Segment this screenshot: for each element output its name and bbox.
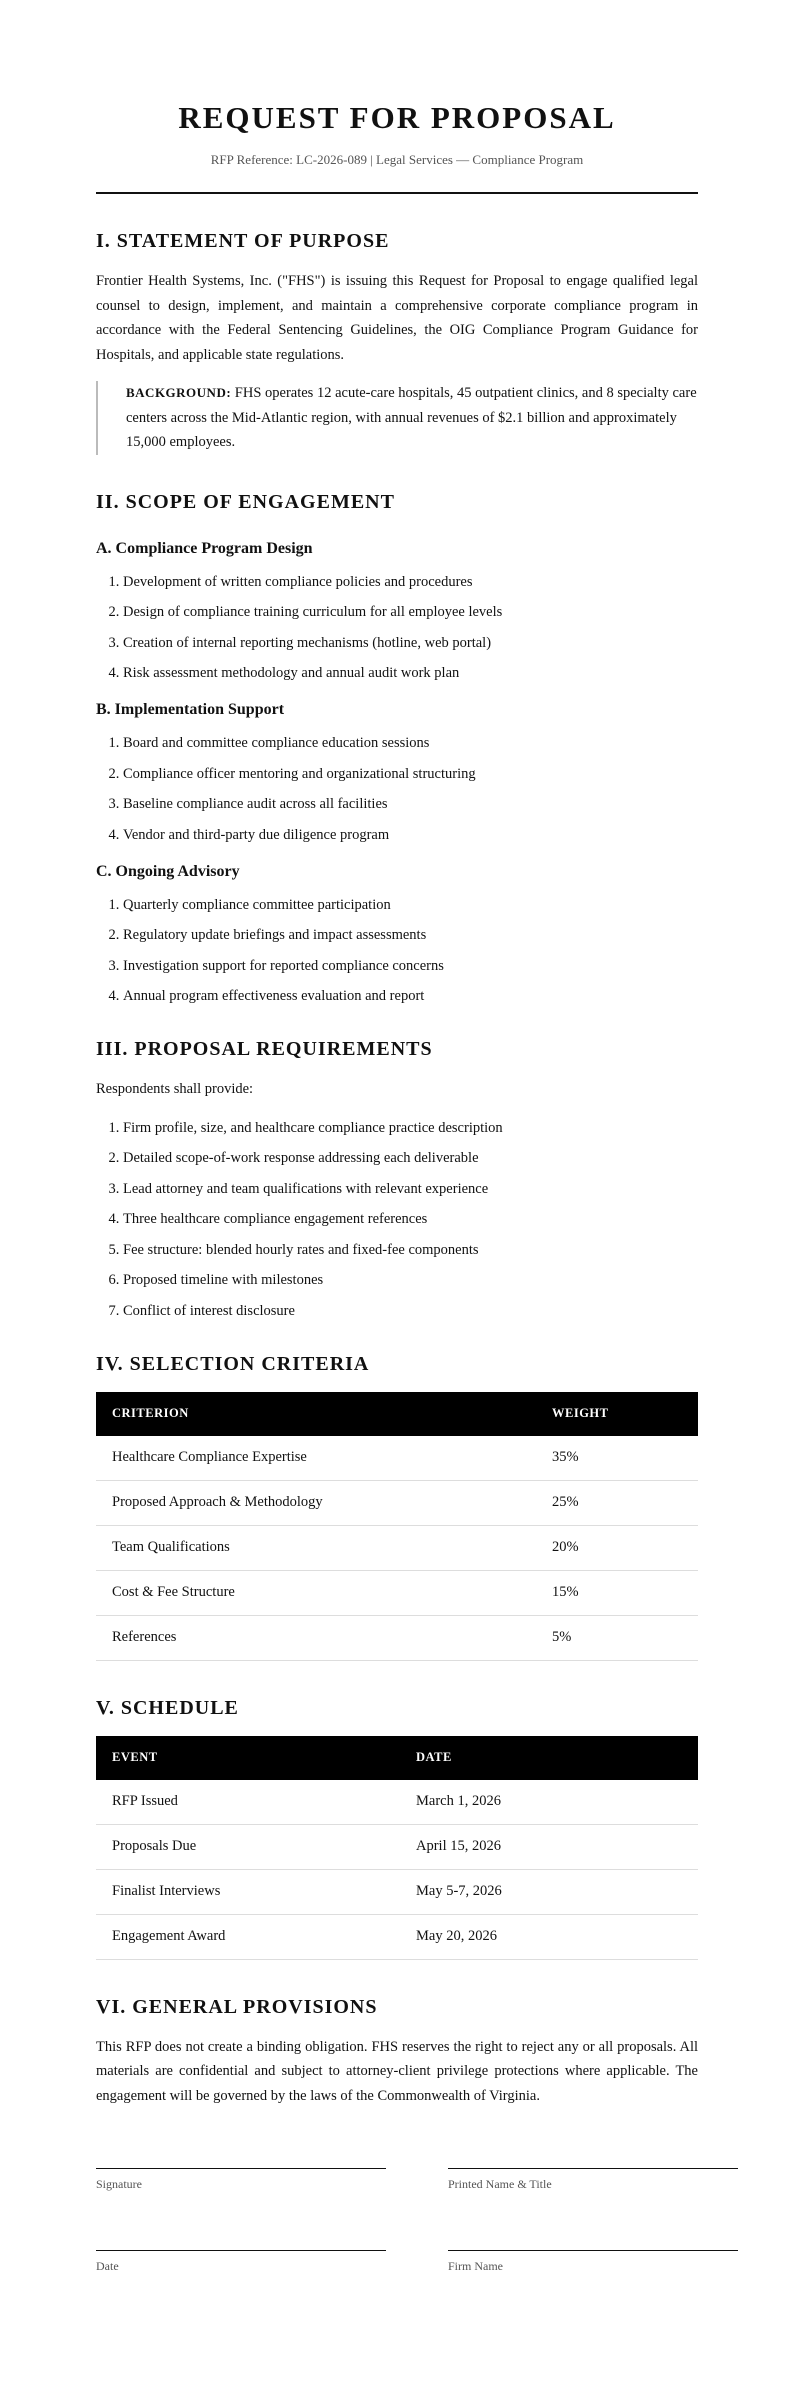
design-list	[96, 572, 698, 684]
list-item: 7. Conflict of interest disclosure	[123, 1301, 698, 1321]
date-field[interactable]	[96, 2250, 386, 2274]
requirements-intro: Respondents shall provide:	[96, 1081, 254, 1097]
title-divider	[96, 192, 698, 194]
table-row	[96, 1869, 698, 1914]
signature-line	[96, 2250, 386, 2251]
list-item: 1. Board and committee compliance education sessions	[123, 733, 698, 753]
weight-cell: 5%	[536, 1615, 698, 1660]
printed-name-label: Printed Name & Title	[448, 2177, 552, 2191]
subsection-heading-implementation: B. Implementation Support	[96, 701, 285, 718]
list-item: 6. Proposed timeline with milestones	[123, 1270, 698, 1290]
firm-name-label: Firm Name	[448, 2259, 503, 2273]
advisory-list	[96, 895, 698, 1007]
column-header-criterion: CRITERION	[96, 1392, 536, 1436]
table-row	[96, 1480, 698, 1525]
criterion-cell: Cost & Fee Structure	[96, 1570, 536, 1615]
column-header-event: EVENT	[96, 1736, 400, 1780]
list-item: 3. Baseline compliance audit across all facilities	[123, 794, 698, 814]
list-item: 1. Firm profile, size, and healthcare compliance practice description	[123, 1118, 698, 1138]
list-item: 2. Regulatory update briefings and impact assessments	[123, 925, 698, 945]
criterion-cell: Proposed Approach & Methodology	[96, 1480, 536, 1525]
document-subtitle: RFP Reference: LC-2026-089 | Legal Services — Compliance Program	[210, 152, 584, 167]
signature-field[interactable]	[96, 2168, 386, 2192]
signature-line	[96, 2168, 386, 2169]
criterion-cell: Healthcare Compliance Expertise	[96, 1436, 536, 1481]
event-cell: Proposals Due	[96, 1824, 400, 1869]
list-item: 3. Investigation support for reported compliance concerns	[123, 956, 698, 976]
weight-cell: 25%	[536, 1480, 698, 1525]
printed-name-field[interactable]	[448, 2168, 738, 2192]
event-cell: RFP Issued	[96, 1780, 400, 1825]
requirements-section	[96, 1038, 698, 1321]
table-row	[96, 1615, 698, 1660]
table-row	[96, 1525, 698, 1570]
weight-cell: 15%	[536, 1570, 698, 1615]
list-item: 3. Creation of internal reporting mechanisms (hotline, web portal)	[123, 633, 698, 653]
scope-section	[96, 491, 698, 1007]
list-item: 4. Annual program effectiveness evaluation and report	[123, 986, 698, 1006]
criterion-cell: Team Qualifications	[96, 1525, 536, 1570]
list-item: 1. Development of written compliance policies and procedures	[123, 572, 698, 592]
purpose-paragraph: Frontier Health Systems, Inc. ("FHS") is issuing this Request for Proposal to engage qualified legal counsel to design, implement, and maintain a comprehensive corporate compliance program in accordance with the Federal Sentencing Guidelines, the OIG Compliance Program Guidance for Hospitals, and applicable state regulations.	[96, 273, 698, 363]
table-row	[96, 1436, 698, 1481]
section-heading-purpose: I. STATEMENT OF PURPOSE	[96, 230, 390, 252]
event-cell: Finalist Interviews	[96, 1869, 400, 1914]
table-header-row	[96, 1392, 698, 1436]
schedule-table	[96, 1736, 698, 1960]
background-body: FHS operates 12 acute-care hospitals, 45 outpatient clinics, and 8 specialty care centers across the Mid-Atlantic region, with annual revenues of $2.1 billion and approximately 15,000 employees.	[126, 385, 697, 450]
subsection-heading-design: A. Compliance Program Design	[96, 539, 313, 557]
table-row	[96, 1780, 698, 1825]
date-cell: March 1, 2026	[400, 1780, 698, 1825]
date-cell: May 5-7, 2026	[400, 1869, 698, 1914]
column-header-date: DATE	[400, 1736, 698, 1780]
background-text	[126, 381, 698, 455]
list-item: 2. Detailed scope-of-work response addressing each deliverable	[123, 1148, 698, 1168]
section-heading-provisions: VI. GENERAL PROVISIONS	[96, 1995, 378, 2018]
date-cell: May 20, 2026	[400, 1914, 698, 1959]
section-heading-schedule: V. SCHEDULE	[96, 1696, 239, 1719]
list-item: 2. Design of compliance training curriculum for all employee levels	[123, 602, 698, 622]
firm-name-field[interactable]	[448, 2250, 738, 2274]
requirements-list	[96, 1118, 698, 1321]
list-item: 4. Three healthcare compliance engagement references	[123, 1209, 698, 1229]
list-item: 3. Lead attorney and team qualifications with relevant experience	[123, 1179, 698, 1199]
table-row	[96, 1824, 698, 1869]
signature-line	[448, 2250, 738, 2251]
subsection-heading-advisory: C. Ongoing Advisory	[96, 862, 240, 880]
section-heading-criteria: IV. SELECTION CRITERIA	[96, 1352, 370, 1375]
table-row	[96, 1570, 698, 1615]
table-header-row	[96, 1736, 698, 1780]
signature-block	[96, 2168, 698, 2274]
weight-cell: 20%	[536, 1525, 698, 1570]
event-cell: Engagement Award	[96, 1914, 400, 1959]
date-cell: April 15, 2026	[400, 1824, 698, 1869]
signature-line	[448, 2168, 738, 2169]
criteria-table	[96, 1392, 698, 1661]
provisions-paragraph: This RFP does not create a binding obligation. FHS reserves the right to reject any or all proposals. All materials are confidential and subject to attorney-client privilege protections where applicable. The engagement will be governed by the laws of the Commonwealth of Virginia.	[96, 2038, 698, 2104]
criterion-cell: References	[96, 1615, 536, 1660]
column-header-weight: WEIGHT	[536, 1392, 698, 1436]
background-label: BACKGROUND:	[126, 385, 232, 400]
list-item: 4. Risk assessment methodology and annual audit work plan	[123, 663, 698, 683]
list-item: 4. Vendor and third-party due diligence program	[123, 825, 698, 845]
document-title: REQUEST FOR PROPOSAL	[178, 100, 616, 135]
section-heading-requirements: III. PROPOSAL REQUIREMENTS	[96, 1038, 433, 1060]
signature-label: Signature	[96, 2177, 142, 2191]
section-heading-scope: II. SCOPE OF ENGAGEMENT	[96, 490, 395, 513]
date-label: Date	[96, 2259, 119, 2273]
weight-cell: 35%	[536, 1436, 698, 1481]
list-item: 1. Quarterly compliance committee participation	[123, 895, 698, 915]
implementation-list	[96, 733, 698, 845]
list-item: 2. Compliance officer mentoring and organizational structuring	[123, 764, 698, 784]
list-item: 5. Fee structure: blended hourly rates and fixed-fee components	[123, 1240, 698, 1260]
background-callout	[96, 381, 698, 455]
table-row	[96, 1914, 698, 1959]
